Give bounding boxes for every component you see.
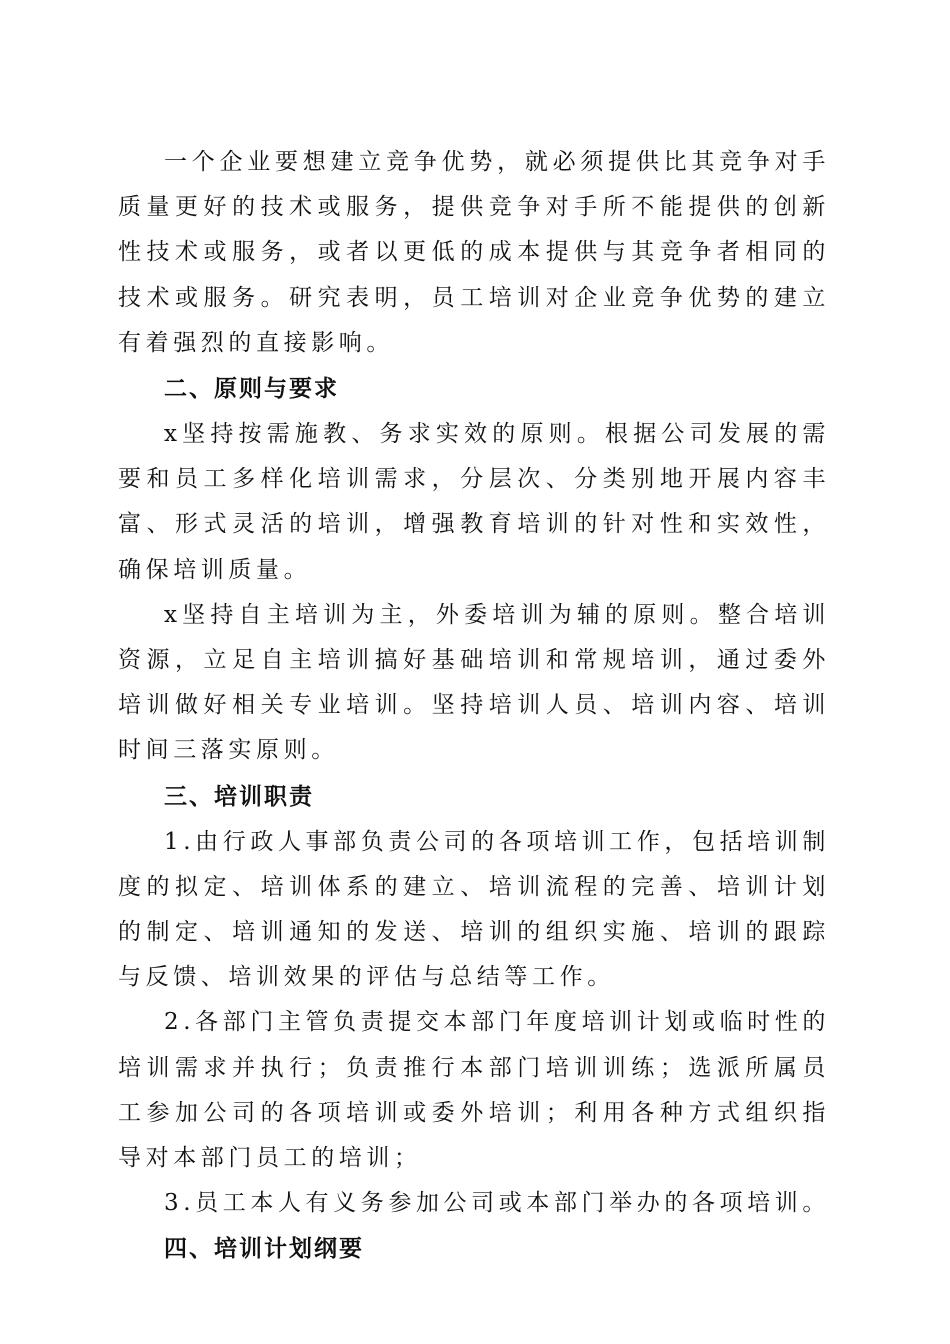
document-page	[118, 140, 830, 1272]
responsibility-paragraph-3: 3.员工本人有义务参加公司或本部门举办的各项培训。	[164, 1190, 830, 1217]
section-heading-responsibilities: 三、培训职责	[164, 783, 314, 810]
responsibility-paragraph-1: 1.由行政人事部负责公司的各项培训工作，包括培训制度的拟定、培训体系的建立、培训流程的完善、培训计划的制定、培训通知的发送、培训的组织实施、培训的跟踪与反馈、培训效果的评估与总结等工作。	[118, 828, 830, 991]
intro-paragraph: 一个企业要想建立竞争优势，就必须提供比其竞争对手质量更好的技术或服务，提供竞争对手所不能提供的创新性技术或服务，或者以更低的成本提供与其竞争者相同的技术或服务。研究表明，员工培训对企业竞争优势的建立有着强烈的直接影响。	[118, 149, 830, 356]
section-heading-principles: 二、原则与要求	[164, 376, 339, 403]
section-heading-plan-outline: 四、培训计划纲要	[164, 1236, 364, 1263]
principle-paragraph-2: x坚持自主培训为主，外委培训为辅的原则。整合培训资源，立足自主培训搞好基础培训和常规培训，通过委外培训做好相关专业培训。坚持培训人员、培训内容、培训时间三落实原则。	[118, 601, 830, 764]
responsibility-paragraph-2: 2.各部门主管负责提交本部门年度培训计划或临时性的培训需求并执行；负责推行本部门培训训练；选派所属员工参加公司的各项培训或委外培训；利用各种方式组织指导对本部门员工的培训；	[118, 1009, 830, 1172]
principle-paragraph-1: x坚持按需施教、务求实效的原则。根据公司发展的需要和员工多样化培训需求，分层次、分类别地开展内容丰富、形式灵活的培训，增强教育培训的针对性和实效性，确保培训质量。	[118, 421, 830, 583]
